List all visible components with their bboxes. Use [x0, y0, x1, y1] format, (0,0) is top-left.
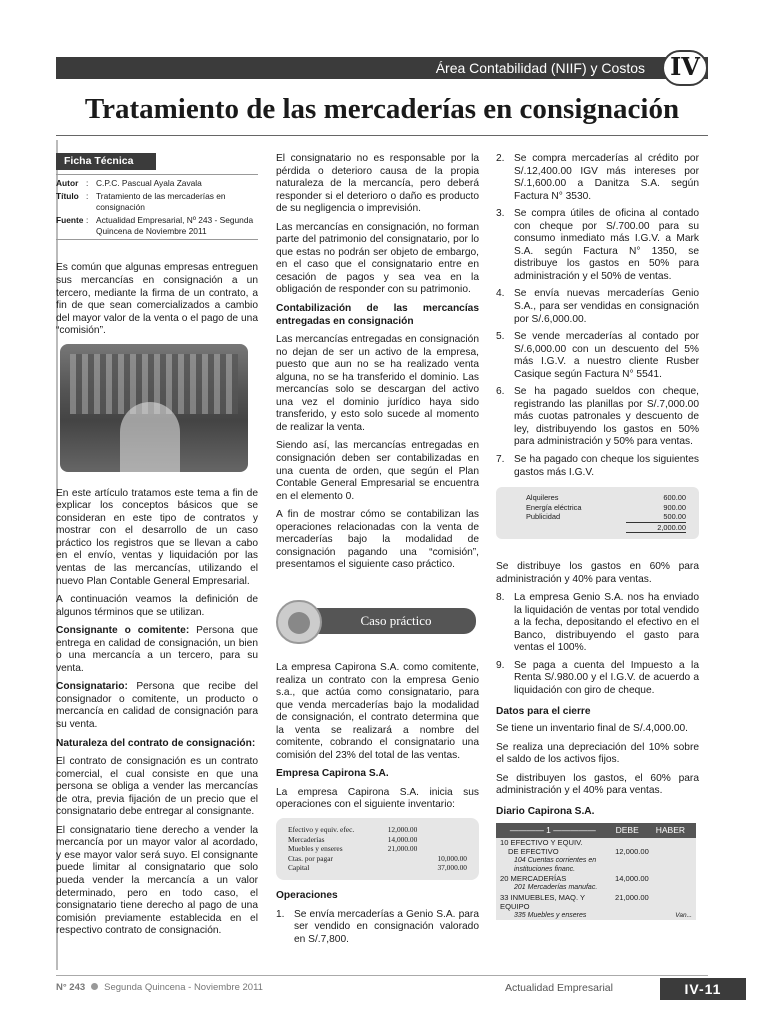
divider [56, 174, 258, 175]
operation-number: 4. [496, 288, 505, 300]
operation-text: La empresa Genio S.A. nos ha enviado la liquidación de ventas por total vendido a la fecha, depositando el efectivo en el Banco, distribuyendo el gasto para ventas el 100%. [514, 592, 699, 654]
subheading: Empresa Capirona S.A. [276, 768, 389, 780]
inventory-name: Capital [288, 863, 310, 873]
page-number: IV-11 [660, 978, 746, 1000]
title-divider [56, 135, 708, 136]
paragraph: Se distribuyen los gastos, el 60% para administración y el 40% para ventas. [496, 772, 699, 797]
inventory-row [288, 844, 467, 854]
issue-number: N° 243 [56, 982, 86, 993]
operation-number: 5. [496, 331, 505, 343]
operation-text: Se ha pagado con cheque los siguientes gastos más I.G.V. [514, 454, 699, 478]
inventory-row [288, 854, 467, 864]
ficha-value: Tratamiento de las mercaderías en consignación [96, 191, 226, 212]
column-2 [276, 153, 479, 951]
operation-text: Se compra útiles de oficina al contado con cheque por S/.700.00 para su consumo inmediato más I.G.V. a Mark S.A. según Factura N° 1350, se distribuye los gastos en 50% para administración y el 50% de ventas. [514, 208, 699, 282]
section-title: Área Contabilidad (NIIF) y Costos [435, 60, 645, 76]
caso-practico-label: Caso práctico [316, 608, 476, 634]
operation-number: 2. [496, 153, 505, 164]
inventory-credit: 37,000.00 [437, 863, 467, 873]
paragraph: Las mercancías entregadas en consignación no dejan de ser un activo de la empresa, puesto que aun no se ha realizado venta alguna, no se ha transferido el dominio. Las mercancías solo se descargan del activo una vez el dominio jurídico haya sido transferido, y esto solo sucede al momento de realizar la venta. [276, 334, 479, 433]
definition-consignatario [56, 681, 258, 731]
expense-name: Energía eléctrica [526, 502, 582, 512]
ficha-colon: : [86, 177, 89, 188]
paragraph: Se realiza una depreciación del 10% sobre el saldo de los activos fijos. [496, 741, 699, 766]
journal-row [496, 912, 696, 921]
operation-number: 9. [496, 659, 505, 671]
inventory-row [288, 863, 467, 873]
inventory-name: Mercaderías [288, 834, 325, 844]
inventory-credit [417, 825, 467, 835]
ficha-key: Autor [56, 177, 79, 188]
paragraph: Siendo así, las mercancías entregadas en consignación deben ser contabilizadas en una cuenta de orden, que según el Plan Contable General Empresarial se encuentra en el elemento 0. [276, 440, 479, 502]
operation-item [276, 909, 479, 947]
expense-value: 600.00 [663, 493, 686, 503]
subheading: Operaciones [276, 890, 338, 902]
debit-header: DEBE [615, 825, 639, 836]
term: Consignante o comitente: [56, 625, 190, 637]
account: 10 EFECTIVO Y EQUIV. [500, 837, 583, 847]
people-photo [276, 600, 322, 644]
expense-row [526, 493, 691, 503]
debit [606, 838, 649, 847]
caso-practico-banner [276, 600, 479, 644]
paragraph: La empresa Capirona S.A. inicia sus operaciones con el siguiente inventario: [276, 786, 479, 811]
paragraph: El consignatario no es responsable por la pérdida o deterioro causa de la propia naturaleza de la mercancía, pero deberá responder si el deterioro o daño es producto de su negligencia o imprevisión. [276, 153, 479, 215]
paragraph: A continuación veamos la definición de algunos términos que se utilizan. [56, 594, 258, 618]
ficha-colon: : [86, 215, 89, 226]
inventory-name: Ctas. por pagar [288, 853, 333, 863]
paragraph: La empresa Capirona S.A. como comitente, realiza un contrato con la empresa Genio s.a., que actúa como consignatario, para que venda mercaderías bajo la modalidad de consignación, el contrato determina que la venta se realizará a nombre del comitente, cobrando el consignatario una comisión del 23% del total de las ventas. [276, 661, 479, 761]
inventory-row [288, 835, 467, 845]
debit: 21,000.00 [615, 892, 649, 902]
operation-item [496, 454, 699, 479]
journal-header [496, 823, 696, 837]
inventory-name: Muebles y enseres [288, 844, 343, 854]
operation-item [496, 592, 699, 655]
expenses-table [496, 487, 699, 539]
inventory-row [288, 825, 467, 835]
operation-text: Se paga a cuenta del Impuesto a la Renta S/.980.00 y el I.G.V. de acuerdo a liquidación con giro de cheque. [514, 659, 699, 697]
ficha-colon: : [86, 191, 89, 202]
ficha-row [56, 215, 258, 236]
paragraph: En este artículo tratamos este tema a fin de explicar los conceptos básicos que se consideran en este tipo de contratos y mostrar con el desarrollo de un caso práctico los registros que se llevan a cabo en el envío, ventas y liquidación por las ventas de las mercancías, utilizando el nuevo Plan Contable General Empresarial. [56, 487, 258, 587]
inventory-debit: 14,000.00 [387, 834, 418, 844]
operation-number: 8. [496, 592, 505, 604]
journal-row [496, 893, 696, 912]
expense-row [526, 512, 691, 522]
account: 33 INMUEBLES, MAQ. Y EQUIPO [500, 892, 585, 912]
ficha-row [56, 178, 258, 189]
ficha-value: Actualidad Empresarial, Nº 243 - Segunda Quincena de Noviembre 2011 [96, 215, 254, 236]
paragraph: El contrato de consignación es un contrato comercial, el cual consiste en que una persona se obliga a vender las mercancías de otra, previa fijación de un precio que el consignatario debe entregar al consignante. [56, 756, 258, 818]
ficha-key: Fuente [56, 215, 84, 226]
account: 20 MERCADERÍAS [500, 874, 567, 884]
operation-item [496, 660, 699, 698]
credit-header: HABER [655, 825, 686, 836]
inventory-table [276, 818, 479, 880]
subheading: Diario Capirona S.A. [496, 805, 595, 817]
expense-value: 500.00 [663, 512, 686, 522]
intro-paragraph: Es común que algunas empresas entreguen sus mercancías en consignación a un tercero, mediante la firma de un contrato, a fin de que sean comercializados a cambio del mayor valor de la venta o el pago de una “comisión”. [56, 262, 258, 337]
paragraph: Se tiene un inventario final de S/.4,000.00. [496, 723, 689, 735]
publication-name: Actualidad Empresarial [505, 982, 613, 994]
sub-account: 104 Cuentas corrientes en instituciones financ. [514, 856, 597, 873]
operation-item [496, 208, 699, 283]
expenses-total: 2,000.00 [626, 522, 686, 533]
debit: 14,000.00 [615, 874, 649, 884]
definition: Persona que recibe del consignador o comitente, un producto o mercancía en calidad de consignación para su venta. [56, 681, 258, 730]
operation-item [496, 331, 699, 381]
footer-issue [56, 982, 263, 994]
divider [56, 239, 258, 240]
inventory-credit: 10,000.00 [437, 853, 467, 863]
inventory-debit [368, 863, 418, 873]
operation-item [496, 288, 699, 326]
operation-text: Se envía nuevas mercaderías Genio S.A., para ser vendidas en consignación por S/.6,000.00. [514, 288, 699, 325]
bullet-icon [91, 983, 98, 990]
debit [606, 857, 649, 875]
credit [649, 874, 692, 883]
subheading: Datos para el cierre [496, 705, 591, 717]
credit [649, 857, 692, 875]
operation-number: 7. [496, 454, 505, 466]
ficha-row [56, 191, 258, 212]
issue-period: Segunda Quincena - Noviembre 2011 [104, 982, 263, 993]
journal-row [496, 884, 696, 893]
debit [606, 912, 649, 921]
journal-row [496, 847, 696, 856]
term: Consignatario: [56, 681, 128, 693]
inventory-debit [368, 854, 418, 864]
operation-number: 3. [496, 208, 505, 220]
account: DE EFECTIVO [508, 847, 559, 857]
debit: 12,000.00 [615, 847, 649, 857]
sub-account: 201 Mercaderías manufac. [514, 883, 598, 891]
article-title: Tratamiento de las mercaderías en consignación [84, 93, 680, 125]
paragraph: Se distribuye los gastos en 60% para administración y 40% para ventas. [496, 561, 699, 585]
operation-text: Se envía mercaderías a Genio S.A. para ser vendido en consignación valorado en S/.7,800. [294, 908, 479, 945]
sub-account: 335 Muebles y enseres [514, 911, 587, 919]
paragraph: El consignatario tiene derecho a vender la mercancía por un mayor valor al acordado, y ese mayor valor será suyo. El consignante puede limitar al consignatario que solo pueda vender la mercancía a un valor determinado, pero en todo caso, el consignatario tiene derecho al pago de una comisión previamente establecida en el respectivo contrato de consignación. [56, 824, 258, 937]
ficha-key: Título [56, 191, 79, 202]
operation-number: 6. [496, 386, 505, 398]
operation-text: Se vende mercaderías al contado por S/.6,000.00 con un descuento del 5% más I.G.V. a nuestro cliente Rusber Casique según Factura N° 5541. [514, 331, 699, 380]
store-photo [60, 344, 248, 472]
inventory-debit: 12,000.00 [387, 824, 418, 834]
footer-divider [56, 975, 708, 976]
inventory-credit [417, 844, 467, 854]
subheading: Naturaleza del contrato de consignación: [56, 737, 256, 749]
journal-table [496, 823, 696, 920]
operation-text: Se compra mercaderías al crédito por S/.12,400.00 IGV más intereses por S/.1,600.00 a Danitza S.A. según Factura N° 3530. [514, 153, 699, 202]
inventory-name: Efectivo y equiv. efec. [288, 824, 355, 834]
ficha-value: C.P.C. Pascual Ayala Zavala [96, 177, 202, 188]
expense-row [526, 503, 691, 513]
debit [606, 884, 649, 893]
ficha-tecnica-heading: Ficha Técnica [56, 153, 156, 170]
column-1 [56, 153, 258, 944]
expense-name: Publicidad [526, 512, 561, 522]
credit [649, 884, 692, 893]
paragraph: A fin de mostrar cómo se contabilizan las operaciones relacionadas con la venta de mercaderías bajo la modalidad de consignación pagando una “comisión”, presentamos el siguiente caso práctico. [276, 509, 479, 571]
inventory-credit [417, 835, 467, 845]
section-badge: IV [662, 50, 708, 86]
continued-marker: Van... [675, 911, 692, 919]
journal-entry-number: ———— 1 ————— [509, 825, 596, 836]
expense-value: 900.00 [663, 502, 686, 512]
journal-row [496, 857, 696, 875]
operation-text: Se ha pagado sueldos con cheque, registrando las planillas por S/.7,000.00 más cuotas patronales y descuento de ley, distribuyendo los gastos en 50% para administración y 50% para ventas. [514, 386, 699, 448]
operation-item [496, 386, 699, 449]
inventory-debit: 21,000.00 [387, 844, 418, 854]
journal-row [496, 874, 696, 883]
credit [649, 893, 692, 912]
column-3 [496, 153, 699, 920]
journal-row [496, 838, 696, 847]
credit [649, 838, 692, 847]
subheading: Contabilización de las mercancías entregadas en consignación [276, 303, 479, 327]
paragraph: Las mercancías en consignación, no forman parte del patrimonio del consignatario, por lo que estas no podrán ser objeto de embargo, en el caso que el consignatario entre en cesación de pagos y sea vea en la obligación de responder con su patrimonio. [276, 221, 479, 296]
expense-name: Alquileres [526, 493, 559, 503]
operation-item [496, 153, 699, 203]
operation-number: 1. [276, 908, 285, 920]
definition-consignante [56, 625, 258, 675]
definition: Persona que entrega en calidad de consignación, un bien o una mercancía a un tercero, para su venta. [56, 625, 258, 674]
credit [649, 847, 692, 856]
